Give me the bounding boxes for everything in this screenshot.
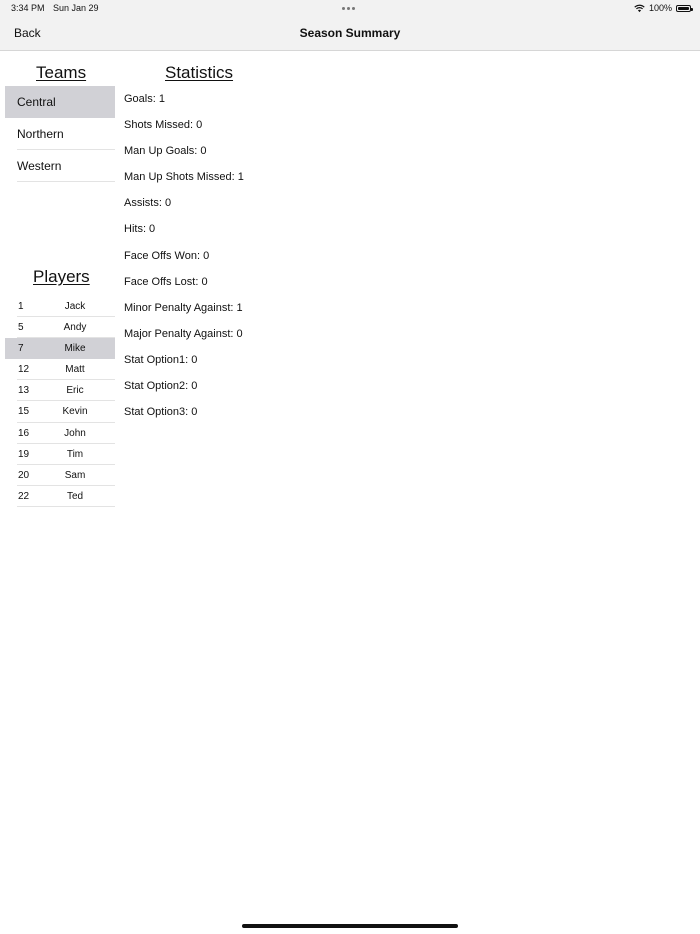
player-name: Mike [64,343,86,355]
player-row[interactable] [5,486,115,507]
player-row[interactable] [5,359,115,380]
stat-item: Stat Option1: 0 [124,353,198,366]
players-heading: Players [33,267,90,286]
battery-icon [676,5,691,12]
wifi-icon [634,4,645,13]
player-name: Kevin [62,406,88,418]
player-number: 22 [18,490,30,502]
player-row[interactable] [5,338,115,359]
player-number: 20 [18,469,30,481]
team-item-central[interactable]: Central [5,86,115,118]
navigation-bar [0,17,700,51]
home-indicator[interactable] [242,924,458,928]
player-row[interactable] [5,423,115,444]
stat-item: Man Up Shots Missed: 1 [124,171,244,184]
teams-heading: Teams [36,63,87,82]
status-bar [0,0,700,17]
player-number: 7 [18,343,24,355]
stat-item: Hits: 0 [124,223,156,236]
statistics-heading: Statistics [165,63,234,82]
player-number: 1 [18,301,24,312]
player-row[interactable] [5,380,115,401]
player-name: John [64,427,86,439]
stat-item: Stat Option3: 0 [124,406,198,419]
player-row[interactable] [5,444,115,465]
stat-item: Face Offs Lost: 0 [124,275,208,288]
player-number: 15 [18,406,30,418]
stat-item: Face Offs Won: 0 [124,249,210,262]
stat-item: Stat Option2: 0 [124,380,198,393]
stat-item: Shots Missed: 0 [124,119,203,132]
stat-item: Man Up Goals: 0 [124,145,207,158]
player-number: 12 [18,364,30,376]
player-name: Matt [65,364,85,376]
player-number: 5 [18,322,24,334]
player-name: Tim [66,448,84,460]
player-name: Eric [66,385,84,397]
player-number: 19 [18,448,30,460]
players-list [5,296,115,507]
team-item-northern[interactable]: Northern [5,118,115,150]
status-time: 3:34 PM [11,3,45,13]
player-number: 16 [18,427,30,439]
player-row[interactable] [5,465,115,486]
status-right [634,3,691,13]
player-row[interactable] [5,317,115,338]
statistics-list [124,86,244,425]
status-date: Sun Jan 29 [53,3,99,13]
multitasking-dots-icon[interactable] [342,7,355,10]
player-row[interactable] [5,401,115,422]
team-item-western[interactable]: Western [5,150,115,182]
player-name: Ted [66,490,84,502]
stat-item: Major Penalty Against: 0 [124,327,243,340]
player-name: Jack [64,301,86,312]
player-name: Andy [63,322,87,334]
player-row[interactable] [5,296,115,317]
page-title: Season Summary [299,26,401,40]
stat-item: Assists: 0 [124,197,172,210]
stat-item: Minor Penalty Against: 1 [124,301,243,314]
player-number: 13 [18,385,30,397]
player-name: Sam [64,469,86,481]
battery-percent: 100% [648,3,672,13]
back-button[interactable]: Back [14,26,41,40]
teams-list [5,86,115,182]
stat-item: Goals: 1 [124,93,165,105]
